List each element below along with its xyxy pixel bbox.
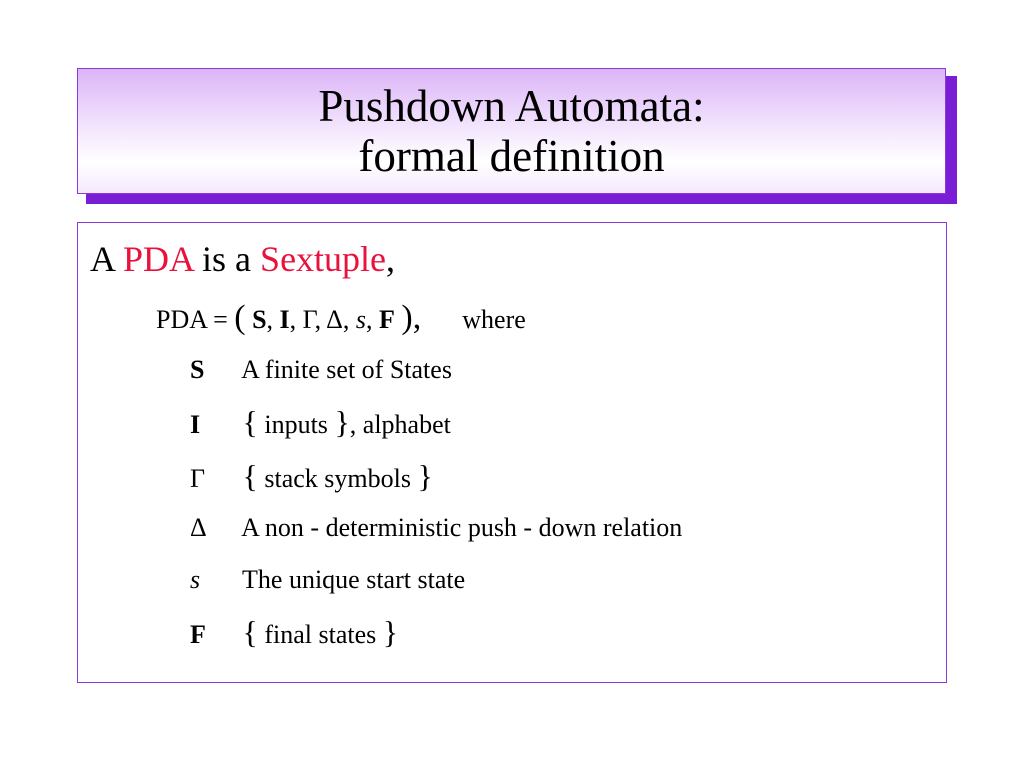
component-row-states	[190, 352, 452, 388]
intro-suffix: ,	[386, 239, 396, 279]
close-brace: }	[417, 458, 433, 494]
component-row-start-state	[190, 562, 465, 598]
intro-term-sextuple: Sextuple	[260, 239, 387, 279]
slide-title-line-2: formal definition	[358, 131, 665, 181]
intro-prefix: A	[90, 239, 115, 279]
component-row-stack-symbols	[190, 458, 433, 497]
intro-sentence	[90, 238, 395, 280]
open-brace: {	[242, 458, 258, 494]
definition-component-delta: Δ	[326, 305, 343, 334]
component-symbol: s	[190, 565, 201, 594]
slide-title-line-1: Pushdown Automata:	[318, 81, 705, 131]
component-row-inputs	[190, 404, 451, 443]
definition-component-start: s	[355, 305, 367, 334]
definition-component-gamma: Γ	[302, 305, 315, 334]
open-brace: {	[242, 404, 258, 440]
definition-where: where	[462, 305, 526, 334]
component-symbol: Δ	[190, 513, 207, 542]
definition-component-s: S	[252, 305, 267, 334]
definition-open-paren: (	[234, 299, 246, 336]
component-description: stack symbols	[264, 464, 411, 493]
definition-component-i: I	[279, 305, 290, 334]
definition-close-paren: ),	[401, 299, 422, 336]
close-brace: }	[382, 614, 399, 650]
component-description: inputs	[264, 410, 328, 439]
component-row-final-states	[190, 614, 398, 653]
component-row-relation	[190, 510, 682, 546]
definition-lhs: PDA =	[156, 305, 228, 334]
pda-definition: PDA = ( S, I, Γ, Δ, s, F ), where	[156, 299, 526, 336]
component-symbol: S	[190, 355, 205, 384]
component-symbol: F	[190, 620, 206, 649]
component-symbol: I	[190, 410, 201, 439]
close-brace: }	[334, 404, 350, 440]
component-suffix: , alphabet	[349, 410, 451, 439]
component-description: final states	[264, 620, 377, 649]
open-brace: {	[242, 614, 258, 650]
component-description: The unique start state	[242, 565, 466, 594]
component-symbol: Γ	[190, 464, 206, 493]
component-description: A finite set of States	[241, 355, 452, 384]
title-box	[77, 68, 946, 194]
definition-component-f: F	[379, 305, 395, 334]
intro-term-pda: PDA	[123, 239, 194, 279]
intro-middle: is a	[202, 239, 252, 279]
component-description: A non - deterministic push - down relation	[241, 513, 683, 542]
